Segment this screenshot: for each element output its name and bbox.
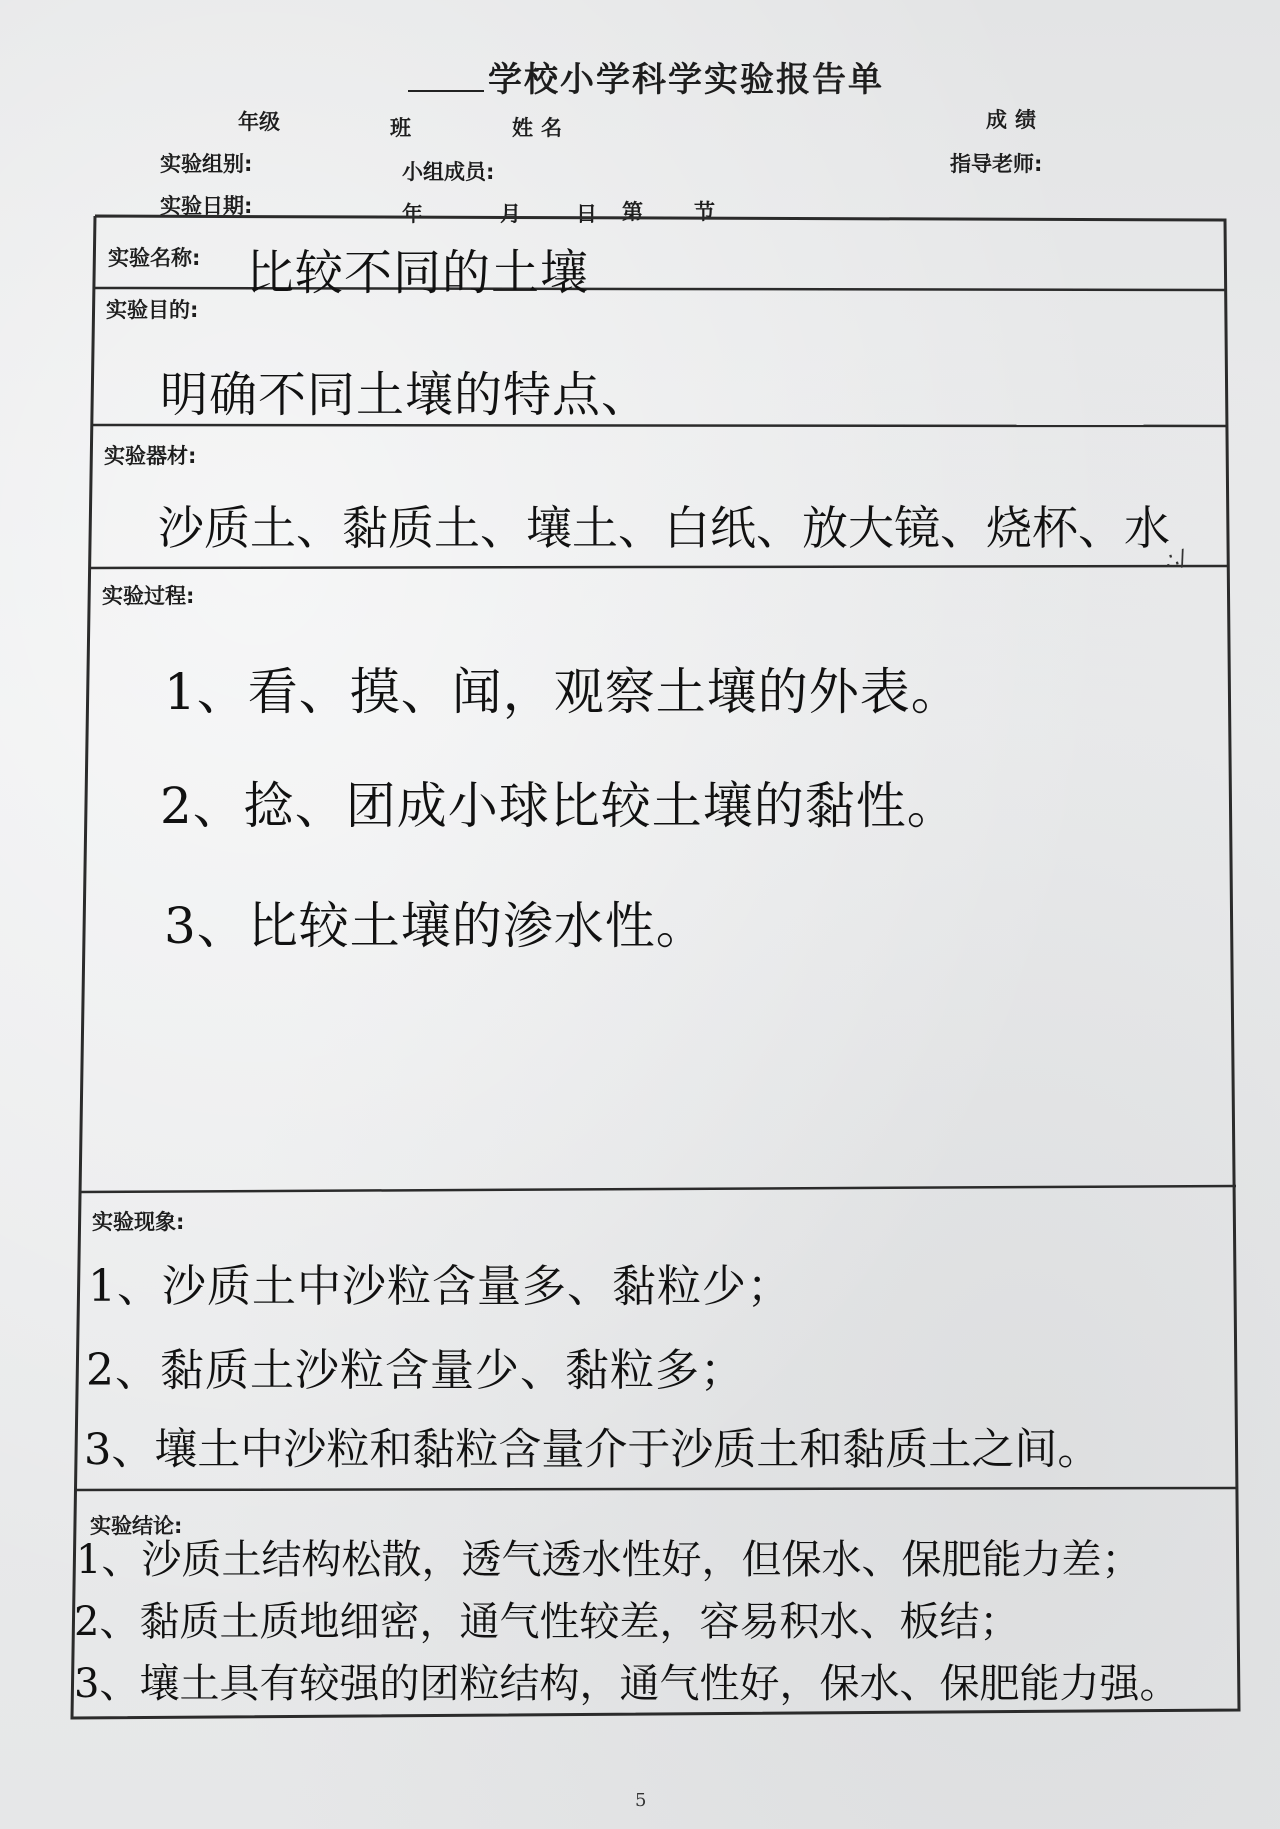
purpose-value: 明确不同土壤的特点、 xyxy=(160,367,651,423)
period-label: 节 xyxy=(694,200,715,224)
purpose-label: 实验目的: xyxy=(106,298,199,322)
phenomena-label: 实验现象: xyxy=(92,1210,185,1234)
period-prefix: 第 xyxy=(622,200,643,224)
ink-scribble-mark: ∴∕ xyxy=(1162,545,1190,576)
class-label: 班 xyxy=(390,116,411,140)
materials-label: 实验器材: xyxy=(104,444,197,468)
conclusion-item: 1、沙质土结构松散，透气透水性好，但保水、保肥能力差； xyxy=(76,1537,1142,1583)
group-label: 实验组别: xyxy=(160,152,253,176)
name-label: 姓名 xyxy=(512,116,570,140)
year-label: 年 xyxy=(402,202,423,226)
month-label: 月 xyxy=(500,202,521,226)
conclusion-item: 3、壤土具有较强的团粒结构，通气性好，保水、保肥能力强。 xyxy=(74,1661,1180,1707)
page-number: 5 xyxy=(635,1790,647,1811)
day-label: 日 xyxy=(576,202,597,226)
process-step: 3、比较土壤的渗水性。 xyxy=(164,897,707,955)
conclusion-label: 实验结论: xyxy=(90,1514,183,1538)
score-label: 成绩 xyxy=(986,108,1044,132)
conclusion-item: 2、黏质土质地细密，通气性较差，容易积水、板结； xyxy=(74,1599,1020,1645)
materials-value: 沙质土、黏质土、壤土、白纸、放大镜、烧杯、水 xyxy=(158,501,1170,555)
phenomenon-item: 1、沙质土中沙粒含量多、黏粒少； xyxy=(88,1261,792,1312)
experiment-name-label: 实验名称: xyxy=(108,246,201,270)
process-step: 1、看、摸、闻，观察土壤的外表。 xyxy=(164,663,962,721)
phenomenon-item: 3、壤土中沙粒和黏粒含量介于沙质土和黏质土之间。 xyxy=(84,1425,1101,1475)
date-label: 实验日期: xyxy=(160,194,253,218)
experiment-name-value: 比较不同的土壤 xyxy=(246,245,590,301)
teacher-label: 指导老师: xyxy=(950,152,1043,176)
phenomenon-item: 2、黏质土沙粒含量少、黏粒多； xyxy=(86,1345,745,1396)
grade-label: 年级 xyxy=(238,110,280,134)
process-step: 2、捻、团成小球比较土壤的黏性。 xyxy=(160,777,958,835)
report-title: 学校小学科学实验报告单 xyxy=(488,60,884,100)
members-label: 小组成员: xyxy=(402,160,495,184)
process-label: 实验过程: xyxy=(102,584,195,608)
